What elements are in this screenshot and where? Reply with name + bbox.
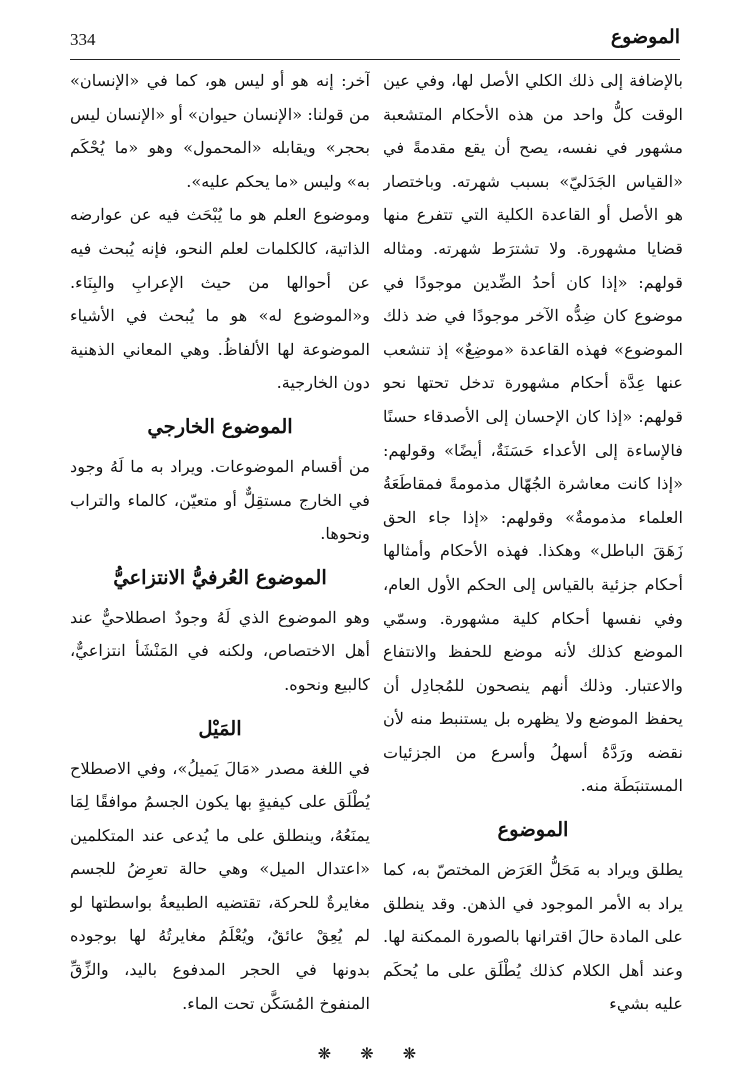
entry-heading-mawdu: الموضوع [497, 818, 569, 842]
paragraph-mawdu-kharaji: من أقسام الموضوعات. ويراد به ما لَهُ وجود في الخارج مستقِلٌّ أو متعيّن، كالماء والتراب ونحوها. [70, 456, 370, 544]
paragraph-mawdu-definition: يطلق ويراد به مَحَلُّ العَرَض المختصّ به، كما يراد به الأمر الموجود في الذهن. وقد ينطلق على المادة حالَ اقترانها بالصورة الممكنة لها. وعند أهل الكلام كذلك يُطْلَق على ما يُحكَم عليه بشيء [383, 860, 683, 1014]
paragraph-mawdu-al-ilm: وموضوع العلم هو ما يُبْحَث فيه عن عوارضه الذاتية، كالكلمات لعلم النحو، فإنه يُبحث فيه عن أحوالها من حيث الإعرابِ والبِنَاء. و«الموضوع له» هو ما يُبحث في الأشياء الموضوعة لها الألفاظُ. وهي المعاني الذهنية دون الخارجية. [70, 205, 370, 393]
paragraph-mawdu-continuation: آخر: إنه هو أو ليس هو، كما في «الإنسان» من قولنا: «الإنسان حيوان» أو «الإنسان ليس بحجر» ويقابله «المحمول» وهو «ما يُحْكَم به» وليس «ما يحكم عليه». [70, 71, 370, 191]
right-column [383, 64, 683, 1049]
page-header [70, 24, 680, 60]
footer-ornament: ❋ ❋ ❋ [317, 1044, 429, 1063]
paragraph-mawdi-continuation: بالإضافة إلى ذلك الكلي الأصل لها، وفي عين الوقت كلُّ واحد من هذه الأحكام المتشعبة مشهور في نفسه، يصح أن يقع مقدمةً في «القياس الجَدَليّ» بسبب شهرته. وباختصار هو الأصل أو القاعدة الكلية التي تتفرع منها قضايا مشهورة. ولا تشترَط شهرته. ومثاله قولهم: «إذا كان أحدُ الضِّدين موجودًا في موضوع كان ضِدُّه الآخر موجودًا في ضد ذلك الموضوع» فهذه القاعدة «موضِعٌ» إذ تنشعب عنها عِدَّة أحكام مشهورة تدخل تحتها نحو قولهم: «إذا كان الإحسان إلى الأصدقاء حسنًا فالإساءة إلى الأعداء حَسَنَةٌ، أيضًا» وقولهم: «إذا كانت معاشرة الجُهّال مذمومةً فمقاطَعَةُ العلماء مذمومةٌ» وقولهم: «إذا جاء الحق زَهَقَ الباطل» وهكذا. فهذه الأحكام وأمثالها أحكام جزئية بالقياس إلى الحكم الأول العام، وفي نفسها أحكام كلية مشهورة. وسمّي الموضع كذلك لأنه موضع للحفظ والانتفاع والاعتبار. وذلك أنهم ينصحون للمُجادِل أن يحفظ الموضع ولا يظهره بل يستنبط منه لأن نقضه ورَدَّهُ أسهلُ وأسرع من الجزئيات المستنبَطَة منه. [383, 71, 683, 796]
paragraph-mayl: في اللغة مصدر «مَالَ يَميلُ»، وفي الاصطلاح يُطْلَق على كيفيةٍ بها يكون الجسمُ موافقًا لِمَا يمنَعُهُ، وينطلق على ما يُدعى عند المتكلمين «اعتدال الميل» وهي حالة تعرِضُ للجسم مغايرةٌ للحركة، تقتضيه الطبيعةُ بواسطتها لو لم يُعِقْ عائقٌ، ويُعْلَمُ مغايرتُهُ لها بوجوده بدونها في الحجر المدفوع باليد، والزِّقِّ المنفوخ المُسَكَّن تحت الماء. [70, 758, 370, 1013]
running-head: الموضوع [610, 26, 680, 48]
header-rule [70, 59, 680, 60]
entry-heading-mayl: المَيْل [198, 716, 242, 740]
left-column [70, 64, 370, 1049]
entry-heading-mawdu-kharaji: الموضوع الخارجي [147, 414, 293, 438]
page-number: 334 [70, 30, 96, 49]
entry-heading-mawdu-urfi: الموضوع العُرفيُّ الانتزاعيُّ [113, 565, 327, 589]
paragraph-mawdu-urfi: وهو الموضوع الذي لَهُ وجودٌ اصطلاحيٌّ عند أهل الاختصاص، ولكنه في المَنْشَأ انتزاعيٌّ، كالبيع ونحوه. [70, 607, 370, 694]
